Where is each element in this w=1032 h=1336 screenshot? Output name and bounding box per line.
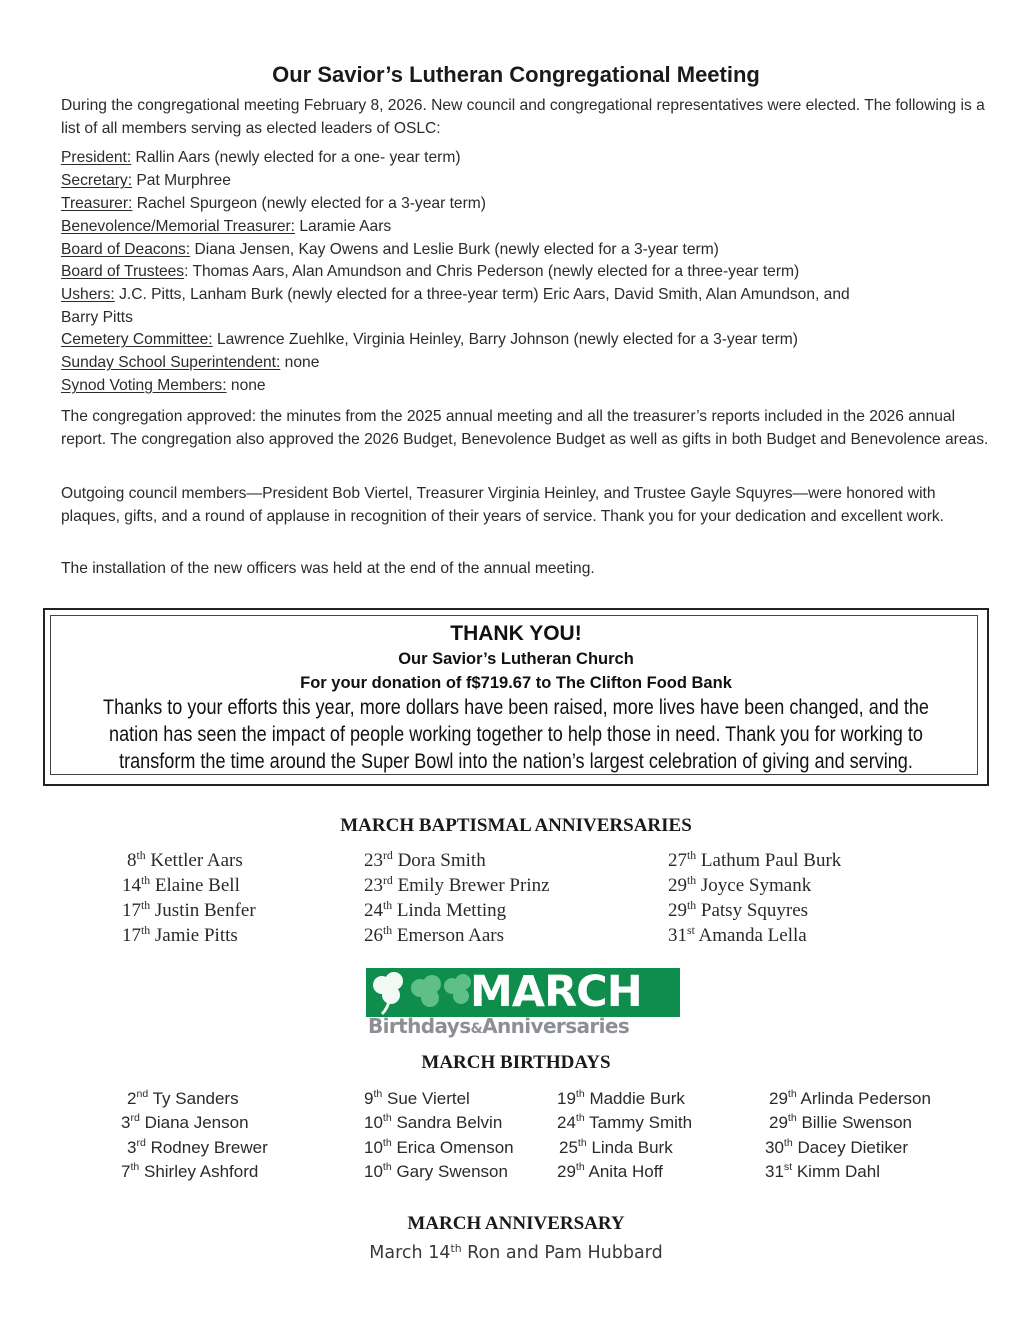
entry-name: Erica Omenson (391, 1138, 514, 1157)
march-logo-subtitle (368, 1014, 629, 1038)
intro-paragraph: During the congregational meeting February 8, 2026. New council and congregational representatives were elected. The following is a list of all members serving as elected leaders of OSLC: (61, 97, 985, 137)
baptismal-entry (364, 875, 550, 897)
role-label: Board of Trustees (61, 263, 185, 280)
birthday-entry (364, 1162, 508, 1182)
entry-day: 27 (668, 850, 687, 871)
entry-day: 3 (121, 1113, 131, 1132)
entry-suffix: st (783, 1161, 793, 1173)
entry-suffix: rd (383, 874, 393, 887)
entry-suffix: th (687, 899, 697, 912)
entry-suffix: st (687, 924, 695, 937)
entry-suffix: th (373, 1088, 383, 1100)
role-label: Synod Voting Members: (61, 377, 227, 394)
entry-name: Dacey Dietiker (792, 1138, 908, 1157)
entry-suffix: th (787, 1088, 797, 1100)
installation-paragraph: The installation of the new officers was held at the end of the annual meeting. (61, 560, 595, 577)
role-value: Rallin Aars (newly elected for a one- year term) (131, 149, 461, 166)
entry-suffix: th (783, 1137, 793, 1149)
role-ushers (61, 284, 991, 307)
logo-subtitle-birthdays: Birthdays (368, 1014, 471, 1038)
role-value: : Thomas Aars, Alan Amundson and Chris Pederson (newly elected for a three-year term) (184, 263, 800, 280)
role-label: Cemetery Committee: (61, 331, 213, 348)
entry-name: Elaine Bell (150, 875, 240, 896)
entry-day: 26 (364, 925, 383, 946)
entry-name: Kettler Aars (145, 850, 243, 871)
entry-day: 3 (127, 1138, 137, 1157)
role-value: Lawrence Zuehlke, Virginia Heinley, Barry Johnson (newly elected for a 3-year term) (212, 331, 798, 348)
entry-day: 9 (364, 1089, 374, 1108)
logo-subtitle-amp: & (470, 1021, 483, 1037)
entry-suffix: th (577, 1137, 587, 1149)
entry-name: Anita Hoff (584, 1162, 663, 1181)
role-label: Secretary: (61, 172, 133, 189)
baptismal-entry (122, 900, 256, 922)
entry-suffix: th (382, 1112, 392, 1124)
outgoing-paragraph: Outgoing council members—President Bob Viertel, Treasurer Virginia Heinley, and Trustee Gayle Squyres—were honored with plaques, gifts, and a round of applause in recognition of their years of service. Thank you for your dedication and excellent work. (61, 485, 945, 525)
birthday-entry (765, 1138, 908, 1158)
entry-suffix: th (141, 899, 151, 912)
role-synod-voting-members (61, 375, 991, 398)
baptismal-entry (122, 925, 238, 947)
entry-day: 10 (364, 1138, 383, 1157)
entry-name: Sandra Belvin (391, 1113, 503, 1132)
shamrock-icon (368, 968, 472, 1017)
entry-name: Emerson Aars (392, 925, 505, 946)
entry-suffix: th (687, 874, 697, 887)
birthday-entry (364, 1113, 502, 1133)
role-label: Benevolence/Memorial Treasurer: (61, 218, 296, 235)
baptismal-entry (668, 925, 807, 947)
role-label: Treasurer: (61, 195, 133, 212)
entry-name: Shirley Ashford (139, 1162, 259, 1181)
role-value: Laramie Aars (295, 218, 392, 235)
entry-suffix: th (130, 1161, 140, 1173)
baptismal-entry (364, 850, 486, 872)
entry-name: Amanda Lella (694, 925, 807, 946)
entry-name: Justin Benfer (150, 900, 256, 921)
baptismal-entry (122, 875, 240, 897)
role-president (61, 147, 991, 170)
entry-day: 23 (364, 850, 383, 871)
entry-suffix: th (382, 1161, 392, 1173)
march-logo-word: MARCH (470, 967, 642, 1017)
anniversary-heading: MARCH ANNIVERSARY (407, 1213, 625, 1234)
birthday-entry (127, 1089, 239, 1109)
thank-you-line: Thanks to your efforts this year, more dollars have been raised, more lives have been changed, and the (103, 696, 929, 719)
entry-suffix: th (136, 849, 146, 862)
thank-you-line: nation has seen the impact of people working together to help those in need. Thank you for working to (109, 723, 923, 746)
role-value: Diana Jensen, Kay Owens and Leslie Burk (newly elected for a 3-year term) (190, 241, 719, 258)
entry-suffix: nd (136, 1088, 149, 1100)
entry-name: Sue Viertel (382, 1089, 470, 1108)
entry-name: Jamie Pitts (150, 925, 238, 946)
birthday-entry (769, 1113, 912, 1133)
thank-you-donation: For your donation of f$719.67 to The Clifton Food Bank (300, 674, 732, 692)
role-label: President: (61, 149, 132, 166)
thank-you-church: Our Savior’s Lutheran Church (398, 650, 634, 668)
entry-day: 31 (765, 1162, 784, 1181)
role-value: none (280, 354, 320, 371)
role-sunday-school-superintendent (61, 352, 991, 375)
entry-suffix: th (383, 899, 393, 912)
entry-day: 29 (668, 900, 687, 921)
entry-name: Ty Sanders (148, 1089, 239, 1108)
birthdays-heading: MARCH BIRTHDAYS (421, 1052, 611, 1073)
entry-suffix: th (141, 874, 151, 887)
entry-day: 17 (122, 925, 141, 946)
birthday-entry (557, 1113, 692, 1133)
logo-subtitle-anniversaries: Anniversaries (482, 1014, 630, 1038)
birthday-entry (559, 1138, 673, 1158)
birthday-entry (557, 1089, 685, 1109)
entry-name: Diana Jenson (139, 1113, 249, 1132)
entry-name: Kimm Dahl (792, 1162, 880, 1181)
birthday-entry (769, 1089, 931, 1109)
entry-day: 19 (557, 1089, 576, 1108)
entry-name: Dora Smith (392, 850, 486, 871)
page-title: Our Savior’s Lutheran Congregational Meeting (272, 62, 760, 87)
entry-name: Arlinda Pederson (796, 1089, 931, 1108)
birthday-entry (364, 1138, 514, 1158)
baptismal-entry (668, 875, 811, 897)
role-secretary (61, 170, 991, 193)
entry-name: Gary Swenson (391, 1162, 508, 1181)
entry-suffix: th (575, 1161, 585, 1173)
anniversary-names: Ron and Pam Hubbard (461, 1243, 663, 1263)
entry-day: 2 (127, 1089, 137, 1108)
role-benevolence-treasurer (61, 216, 991, 239)
entry-day: 14 (122, 875, 141, 896)
entry-day: 10 (364, 1162, 383, 1181)
thank-you-title: THANK YOU! (450, 622, 582, 645)
entry-day: 17 (122, 900, 141, 921)
entry-name: Tammy Smith (584, 1113, 693, 1132)
entry-name: Joyce Symank (696, 875, 812, 896)
entry-day: 23 (364, 875, 383, 896)
role-value: J.C. Pitts, Lanham Burk (newly elected for a three-year term) Eric Aars, David Smith, Alan Amundson, and (114, 286, 850, 303)
entry-suffix: th (383, 924, 393, 937)
entry-day: 25 (559, 1138, 578, 1157)
entry-name: Billie Swenson (796, 1113, 912, 1132)
entry-suffix: th (141, 924, 151, 937)
entry-suffix: rd (130, 1112, 140, 1124)
birthday-entry (121, 1113, 249, 1133)
entry-day: 29 (769, 1089, 788, 1108)
role-value: Rachel Spurgeon (newly elected for a 3-year term) (132, 195, 486, 212)
anniversary-date: March 14 (369, 1243, 451, 1263)
birthday-entry (557, 1162, 663, 1182)
entry-suffix: th (575, 1088, 585, 1100)
entry-day: 24 (557, 1113, 576, 1132)
entry-suffix: th (382, 1137, 392, 1149)
entry-suffix: th (787, 1112, 797, 1124)
entry-day: 31 (668, 925, 687, 946)
birthday-entry (127, 1138, 268, 1158)
anniversary-entry (0, 1243, 1032, 1263)
entry-day: 24 (364, 900, 383, 921)
entry-day: 29 (769, 1113, 788, 1132)
entry-day: 7 (121, 1162, 131, 1181)
role-label: Sunday School Superintendent: (61, 354, 281, 371)
role-treasurer (61, 193, 991, 216)
entry-day: 29 (557, 1162, 576, 1181)
role-label: Ushers: (61, 286, 115, 303)
entry-suffix: th (687, 849, 697, 862)
entry-name: Linda Burk (586, 1138, 673, 1157)
entry-name: Rodney Brewer (145, 1138, 268, 1157)
baptismal-entry (364, 925, 504, 947)
baptismal-entry (668, 900, 808, 922)
baptismal-entry (364, 900, 506, 922)
role-value: Pat Murphree (132, 172, 231, 189)
entry-name: Patsy Squyres (696, 900, 809, 921)
role-value: Barry Pitts (61, 309, 133, 326)
role-value: none (226, 377, 266, 394)
entry-suffix: th (575, 1112, 585, 1124)
entry-name: Maddie Burk (584, 1089, 685, 1108)
entry-name: Lathum Paul Burk (696, 850, 842, 871)
entry-day: 29 (668, 875, 687, 896)
baptismal-entry (668, 850, 841, 872)
baptismal-entry (127, 850, 243, 872)
entry-suffix: rd (383, 849, 393, 862)
role-ushers-continued (61, 307, 991, 330)
role-label: Board of Deacons: (61, 241, 191, 258)
thank-you-line: transform the time around the Super Bowl into the nation’s largest celebration of giving and serving. (119, 750, 913, 773)
birthday-entry (765, 1162, 880, 1182)
entry-day: 30 (765, 1138, 784, 1157)
birthday-entry (121, 1162, 258, 1182)
birthday-entry (364, 1089, 470, 1109)
baptismal-heading: MARCH BAPTISMAL ANNIVERSARIES (340, 815, 692, 836)
anniversary-suffix: th (450, 1242, 462, 1255)
entry-name: Linda Metting (392, 900, 507, 921)
role-board-of-deacons (61, 239, 991, 262)
role-cemetery-committee (61, 329, 991, 352)
approved-paragraph: The congregation approved: the minutes from the 2025 annual meeting and all the treasurer’s reports included in the 2026 annual report. The congregation also approved the 2026 Budget, Benevolence Budget as well as gifts in both Budget and Benevolence areas. (61, 408, 989, 448)
entry-suffix: rd (136, 1137, 146, 1149)
entry-day: 8 (127, 850, 137, 871)
role-board-of-trustees (61, 261, 991, 284)
entry-day: 10 (364, 1113, 383, 1132)
entry-name: Emily Brewer Prinz (392, 875, 550, 896)
